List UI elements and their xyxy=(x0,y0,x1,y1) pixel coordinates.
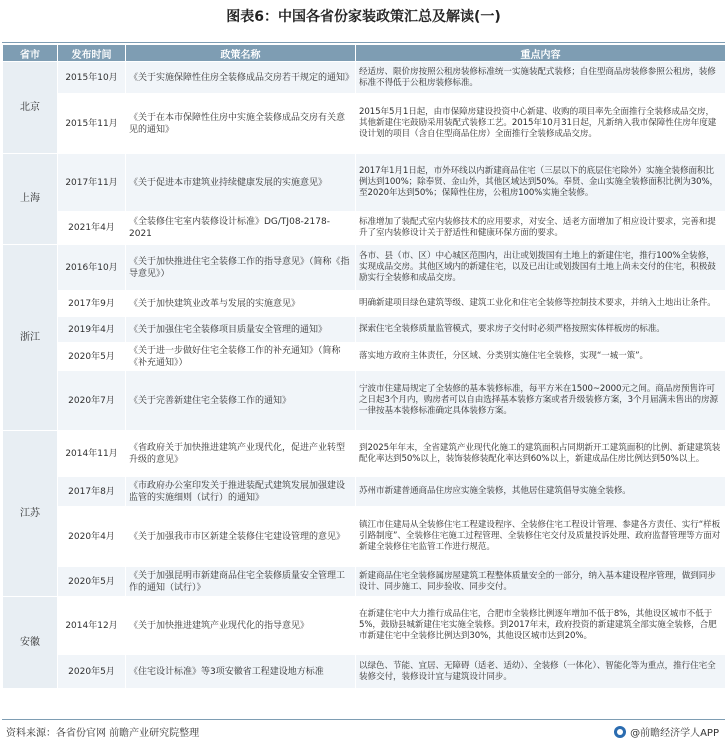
content-cell: 2015年5月1日起，由市保障房建设投资中心新建、收购的项目率先全面推行全装修成品交房，其他新建住宅鼓励采用装配式装修工艺。2015年10月31日起，凡新纳入我市保障性住房年度建设计划的项目（含自住型商品住房）全面推行全装修成品交房。 xyxy=(356,94,726,154)
time-cell: 2016年10月 xyxy=(58,245,126,291)
policy-name-cell: 《关于加强昆明市新建商品住宅全装修质量安全管理工作的通知（试行）》 xyxy=(126,567,356,597)
policy-name-cell: 《关于加快推进建筑产业现代化的指导意见》 xyxy=(126,597,356,655)
content-cell: 到2025年年末，全省建筑产业现代化施工的建筑面积占同期新开工建筑面积的比例、新建建筑装配化率达到50%以上，装饰装修装配化率达到60%以上，新建成品住房比例达到50%以上。 xyxy=(356,431,726,477)
policy-name-cell: 《关于加强住宅全装修项目质量安全管理的通知》 xyxy=(126,317,356,343)
policy-table xyxy=(2,44,726,689)
content-cell: 以绿色、节能、宜居、无障碍（适老、适幼）、全装修（一体化）、智能化等为重点，推行住宅全装修交付，装修设计宜与建筑设计同步。 xyxy=(356,655,726,689)
time-cell: 2014年11月 xyxy=(58,431,126,477)
province-cell: 浙江 xyxy=(3,245,58,431)
policy-name-cell: 《关于在本市保障性住房中实施全装修成品交房有关意见的通知》 xyxy=(126,94,356,154)
content-cell: 2017年1月1日起，市外环线以内新建商品住宅（三层以下的底层住宅除外）实施全装修面积比例达到100%；除奉贤、金山外，其他区域达到50%。奉贤、金山实施全装修面积比例为30%，至2020年达到50%；保障性住房，公租房100%实施全装修。 xyxy=(356,154,726,212)
policy-name-cell: 《全装修住宅室内装修设计标准》DG/TJ08-2178-2021 xyxy=(126,212,356,245)
policy-name-cell: 《住宅设计标准》等3项安徽省工程建设地方标准 xyxy=(126,655,356,689)
table-row xyxy=(3,317,726,343)
table-row xyxy=(3,371,726,431)
table-row xyxy=(3,477,726,507)
content-cell: 宁波市住建局规定了全装修的基本装修标准，每平方米在1500~2000元之间。商品房预售许可之日起3个月内，购房者可以自由选择基本装修方案或者升级装修方案，3个月届满未售出的房源一律按基本装修标准确定具体装修方案。 xyxy=(356,371,726,431)
table-row xyxy=(3,597,726,655)
content-cell: 探索住宅全装修质量监管模式，要求房子交付时必须严格按照实体样板房的标准。 xyxy=(356,317,726,343)
province-cell: 江苏 xyxy=(3,431,58,597)
policy-name-cell: 《关于进一步做好住宅全装修工作的补充通知》（简称《补充通知》） xyxy=(126,343,356,371)
time-cell: 2017年11月 xyxy=(58,154,126,212)
province-cell: 安徽 xyxy=(3,597,58,689)
brand-label: @前瞻经济学人APP xyxy=(630,728,719,739)
time-cell: 2017年9月 xyxy=(58,291,126,317)
province-cell: 上海 xyxy=(3,154,58,245)
content-cell: 在新建住宅中大力推行成品住宅，合肥市全装修比例逐年增加不低于8%，其他设区城市不低于5%，鼓励县城新建住宅实施全装修。到2017年末，政府投资的新建建筑全部实施全装修，合肥市新建住宅中全装修比例达到30%，其他设区城市达到20%。 xyxy=(356,597,726,655)
content-cell: 各市、县（市、区）中心城区范围内，出让或划拨国有土地上的新建住宅，推行100%全装修，实现成品交房。其他区域内的新建住宅，以及已出让或划拨国有土地上尚未交付的住宅，积极鼓励实行全装修和成品交房。 xyxy=(356,245,726,291)
table-row xyxy=(3,212,726,245)
time-cell: 2014年12月 xyxy=(58,597,126,655)
source-note: 资料来源：各省份官网 前瞻产业研究院整理 xyxy=(6,728,200,739)
header-policy-name: 政策名称 xyxy=(126,45,356,62)
time-cell: 2017年8月 xyxy=(58,477,126,507)
content-cell: 苏州市新建普通商品住房应实施全装修，其他居住建筑倡导实施全装修。 xyxy=(356,477,726,507)
policy-name-cell: 《市政府办公室印发关于推进装配式建筑发展加强建设监管的实施细则（试行）的通知》 xyxy=(126,477,356,507)
time-cell: 2020年5月 xyxy=(58,343,126,371)
table-row xyxy=(3,291,726,317)
policy-name-cell: 《关于加强我市市区新建全装修住宅建设管理的意见》 xyxy=(126,507,356,567)
content-cell: 新建商品住宅全装修属房屋建筑工程整体质量安全的一部分，纳入基本建设程序管理，做到同步设计、同步施工、同步验收、同步交付。 xyxy=(356,567,726,597)
policy-name-cell: 《省政府关于加快推进建筑产业现代化，促进产业转型升级的意见》 xyxy=(126,431,356,477)
table-row xyxy=(3,655,726,689)
table-row xyxy=(3,431,726,477)
province-cell: 北京 xyxy=(3,62,58,154)
time-cell: 2015年10月 xyxy=(58,62,126,94)
content-cell: 落实地方政府主体责任，分区域、分类别实施住宅全装修，实现“一城一策”。 xyxy=(356,343,726,371)
table-row xyxy=(3,245,726,291)
content-cell: 经适房、限价房按照公租房装修标准统一实施装配式装修；自住型商品房装修参照公租房，装修标准不得低于公租房装修标准。 xyxy=(356,62,726,94)
time-cell: 2020年4月 xyxy=(58,507,126,567)
content-cell: 明确新建项目绿色建筑等级、建筑工业化和住宅全装修等控制技术要求，并纳入土地出让条件。 xyxy=(356,291,726,317)
time-cell: 2019年4月 xyxy=(58,317,126,343)
table-row xyxy=(3,154,726,212)
brand-mark xyxy=(614,724,719,739)
table-row xyxy=(3,343,726,371)
time-cell: 2020年5月 xyxy=(58,655,126,689)
policy-name-cell: 《关于完善新建住宅全装修工作的通知》 xyxy=(126,371,356,431)
qianzhan-logo-icon xyxy=(614,726,626,738)
content-cell: 标准增加了装配式室内装修技术的应用要求，对安全、适老方面增加了相应设计要求，完善和提升了室内装修设计关于舒适性和健康环保方面的要求。 xyxy=(356,212,726,245)
time-cell: 2020年5月 xyxy=(58,567,126,597)
header-province: 省市 xyxy=(3,45,58,62)
policy-name-cell: 《关于促进本市建筑业持续健康发展的实施意见》 xyxy=(126,154,356,212)
bottom-rule xyxy=(2,719,725,720)
top-rule xyxy=(2,42,725,43)
chart-title: 图表6：中国各省份家装政策汇总及解读(一) xyxy=(226,9,501,25)
table-row xyxy=(3,62,726,94)
content-cell: 镇江市住建局从全装修住宅工程建设程序、全装修住宅工程设计管理、参建各方责任、实行“样板引路制度”、全装修住宅施工过程管理、全装修住宅交付及质量投诉处理、政府监督管理等方面对新建全装修住宅监管工作进行规范。 xyxy=(356,507,726,567)
time-cell: 2015年11月 xyxy=(58,94,126,154)
policy-name-cell: 《关于加快建筑业改革与发展的实施意见》 xyxy=(126,291,356,317)
policy-name-cell: 《关于实施保障性住房全装修成品交房若干规定的通知》 xyxy=(126,62,356,94)
header-time: 发布时间 xyxy=(58,45,126,62)
table-row xyxy=(3,94,726,154)
time-cell: 2021年4月 xyxy=(58,212,126,245)
header-key-content: 重点内容 xyxy=(356,45,726,62)
time-cell: 2020年7月 xyxy=(58,371,126,431)
table-header-row xyxy=(3,45,726,62)
policy-name-cell: 《关于加快推进住宅全装修工作的指导意见》（简称《指导意见》） xyxy=(126,245,356,291)
table-row xyxy=(3,507,726,567)
table-row xyxy=(3,567,726,597)
